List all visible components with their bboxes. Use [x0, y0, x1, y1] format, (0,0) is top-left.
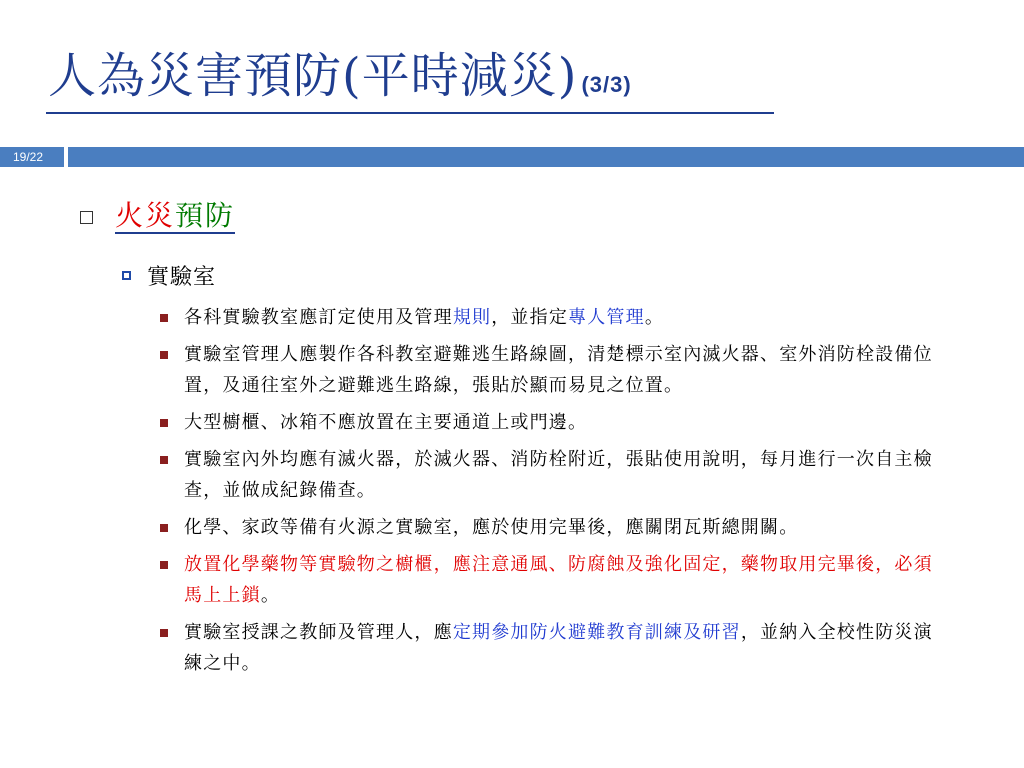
- list-item-text: 規則: [452, 307, 492, 328]
- list-item: [158, 444, 948, 506]
- slide-title-part-indicator: (3/3): [581, 72, 632, 97]
- square-bullet-icon: [160, 629, 168, 637]
- list-item-text: 各科實驗教室應訂定使用及管理: [184, 307, 453, 328]
- list-item-text: ，並納入全校性防災演練之中。: [184, 622, 933, 674]
- square-bullet-icon: [160, 419, 168, 427]
- list-item-text: 。: [260, 585, 281, 606]
- topic-heading: [80, 194, 235, 234]
- blue-square-bullet-icon: [122, 271, 131, 280]
- square-bullet-icon: [160, 524, 168, 532]
- list-item: [158, 407, 948, 438]
- list-item: [158, 512, 948, 543]
- list-item-text: 實驗室內外均應有滅火器，於滅火器、消防栓附近，張貼使用說明，每月進行一次自主檢查，並做成紀錄備查。: [184, 449, 933, 501]
- list-item: [158, 339, 948, 401]
- title-underline: [46, 112, 774, 114]
- header-band: [68, 147, 1024, 167]
- heading-prevention: 預防: [175, 199, 236, 232]
- section-label: 實驗室: [147, 265, 217, 290]
- square-bullet-icon: [160, 456, 168, 464]
- list-item: [158, 302, 948, 333]
- heading-fire: 火災: [115, 199, 176, 232]
- rule-list: [158, 302, 948, 685]
- hollow-square-bullet-icon: [80, 211, 93, 224]
- topic-heading-text: [115, 199, 235, 234]
- section-heading: [122, 260, 216, 291]
- list-item-text: 定期參加防火避難教育訓練及研習: [452, 622, 741, 643]
- list-item: [158, 617, 948, 679]
- slide-title: [48, 44, 632, 117]
- square-bullet-icon: [160, 561, 168, 569]
- square-bullet-icon: [160, 314, 168, 322]
- list-item-text: ，並指定: [491, 307, 569, 328]
- page-number: 19/22: [12, 150, 44, 164]
- list-item-text: 大型櫥櫃、冰箱不應放置在主要通道上或門邊。: [184, 412, 588, 433]
- square-bullet-icon: [160, 351, 168, 359]
- list-item-text: 放置化學藥物等實驗物之櫥櫃，應注意通風、防腐蝕及強化固定，藥物取用完畢後，必須馬上上鎖: [184, 554, 933, 606]
- list-item-text: 實驗室管理人應製作各科教室避難逃生路線圖，清楚標示室內滅火器、室外消防栓設備位置，及通往室外之避難逃生路線，張貼於顯而易見之位置。: [184, 344, 933, 396]
- list-item: [158, 549, 948, 611]
- list-item-text: 化學、家政等備有火源之實驗室，應於使用完畢後，應關閉瓦斯總開關。: [184, 517, 799, 538]
- list-item-text: 實驗室授課之教師及管理人，應: [184, 622, 453, 643]
- list-item-text: 專人管理: [568, 307, 645, 328]
- slide-title-main: 人為災害預防(平時減災): [48, 48, 578, 104]
- list-item-text: 。: [644, 307, 665, 328]
